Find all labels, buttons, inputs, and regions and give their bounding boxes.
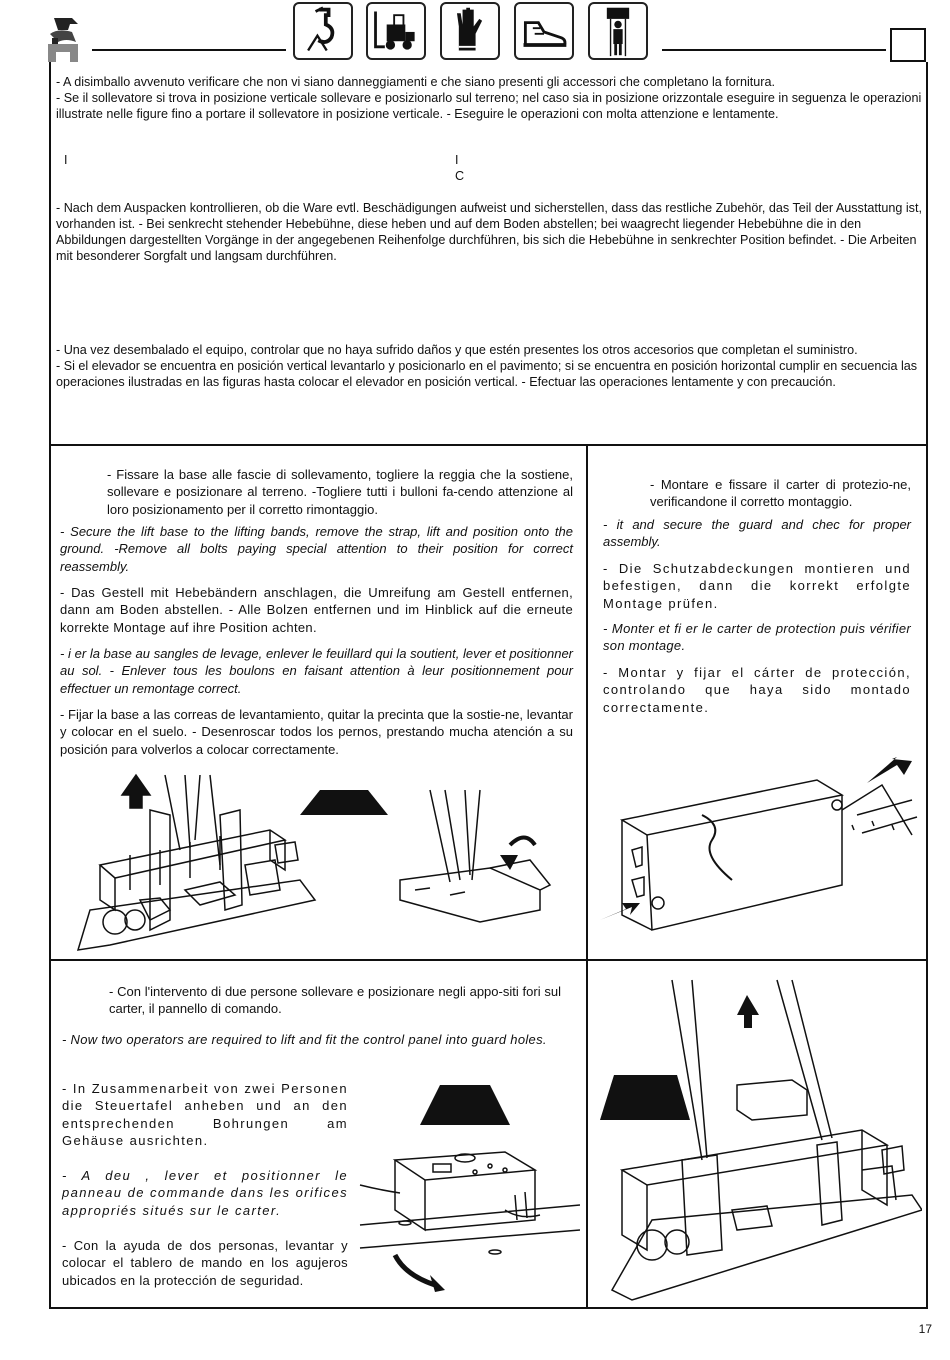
base-italian: - Fissare la base alle fascie di sollevamento, togliere la reggia che la sostiene, sollevare e posizionare al terreno. -Togliere tutti i bulloni fa-cendo attenzione al loro posizionamento per il corretto rimontaggio. <box>107 467 573 517</box>
frame-right <box>926 62 928 1308</box>
guard-french: - Monter et fi er le carter de protection puis vérifier son montage. <box>603 621 911 654</box>
control-panel-illustration <box>355 1080 580 1302</box>
forklift-icon <box>366 2 426 60</box>
safety-shoe-icon <box>514 2 574 60</box>
frame-bottom <box>49 1307 928 1309</box>
header-rule-left <box>92 49 286 51</box>
panel-german: - In Zusammenarbeit von zwei Personen die Steuertafel anheben und an den entsprechenden Bohrungen am Gehäuse ausrichten. <box>62 1081 348 1149</box>
page-number: 17 <box>918 1322 932 1336</box>
fragment-1: I <box>64 153 68 167</box>
top-german-text: - Nach dem Auspacken kontrollieren, ob die Ware evtl. Beschädigungen aufweist und sicherstellen, dass das restliche Zubehör, das Teil der Ausstattung ist, vorhanden ist. - Bei senkrecht stehender Hebebühne, diese heben und auf dem Boden abstellen; bei waagrecht liegender Hebebühne die in den Abbildungen dargestellten Vorgänge in der angegebenen Reihenfolge durchführen, bis sich die Hebebühne in senkrechter Position befindet. - Die Arbeiten mit besonderer Sorgfalt und langsam durchführen. <box>56 201 922 263</box>
header-rule-right <box>662 49 886 51</box>
base-french: - i er la base au sangles de levage, enlever le feuillard qui la soutient, lever et positionner au sol. - Enlever tous les boulons en faisant attention à leur positionnement pour effectuer un remontage correct. <box>60 646 573 696</box>
column-divider <box>586 445 588 1308</box>
panel-english: - Now two operators are required to lift and fit the control panel into guard holes. <box>62 1032 547 1047</box>
guard-mounting-illustration <box>592 755 922 955</box>
base-english: - Secure the lift base to the lifting bands, remove the strap, lift and position onto the ground. -Remove all bolts paying special attention to their position for correct reassembly. <box>60 524 573 574</box>
top-german <box>56 200 922 264</box>
brand-logo <box>44 16 84 64</box>
top-spanish-line-1: - Una vez desembalado el equipo, controlar que no haya sufrido daños y que estén presentes los otros accesorios que completan el suministro. <box>56 343 858 357</box>
panel-italian: - Con l'intervento di due persone sollevare e posizionare negli appo-siti fori sul carter, il pannello di comando. <box>109 984 561 1017</box>
fragment-2: I <box>455 153 459 167</box>
packaged-person-icon <box>588 2 648 60</box>
guard-english: - it and secure the guard and chec for proper assembly. <box>603 517 911 550</box>
top-italian-line-2: - Se il sollevatore si trova in posizione verticale sollevare e posizionarlo sul terreno; nel caso sia in posizione orizzontale eseguire in seguenza le operazioni illustrate nelle figure fino a portare il sollevatore in posizione verticale. - Eseguire le operazioni con molta attenzione e lentamente. <box>56 91 922 121</box>
panel-spanish: - Con la ayuda de dos personas, levantar y colocar el tablero de mando en los agujeros ubicados en la protección de seguridad. <box>62 1238 348 1288</box>
base-german: - Das Gestell mit Hebebändern anschlagen, die Umreifung am Gestell entfernen, dann am Boden abstellen. - Alle Bolzen entfernen und im Hinblick auf die erneute korrekte Montage auf ihre Position achten. <box>60 585 573 635</box>
top-italian-line-1: - A disimballo avvenuto verificare che non vi siano danneggiamenti e che siano presenti gli accessori che completano la fornitura. <box>56 75 775 89</box>
guard-italian: - Montare e fissare il carter di protezio-ne, verificandone il corretto montaggio. <box>650 477 911 510</box>
top-spanish <box>56 342 922 390</box>
panel-french: - A deu , lever et positionner le panneau de commande dans les orifices appropriés situés sur le carter. <box>62 1168 348 1218</box>
top-section <box>56 74 922 122</box>
frame-left <box>49 62 51 1308</box>
guard-german: - Die Schutzabdeckungen montieren und befestigen, dann die korrekt erfolgte Montage prüfen. <box>603 561 911 611</box>
fragment-3: C <box>455 169 465 183</box>
base-spanish: - Fijar la base a las correas de levantamiento, quitar la precinta que la sostie-ne, levantar y colocar en el suelo. - Desenroscar todos los pernos, prestando mucha atención a su posición para volverlos a colocar correctamente. <box>60 707 573 757</box>
base-lift-illustration <box>70 770 580 955</box>
divider-top-section <box>49 444 928 446</box>
guard-spanish: - Montar y fijar el cárter de protección, controlando que haya sido montado correctamente. <box>603 665 911 715</box>
safety-glove-icon <box>440 2 500 60</box>
top-spanish-line-2: - Si el elevador se encuentra en posición vertical levantarlo y posicionarlo en el pavimento; si se encuentra en posición horizontal cumplir en secuencia las operaciones ilustradas en las figuras hasta colocar el elevador en posición vertical. - Efectuar las operaciones lentamente y con precaución. <box>56 359 918 389</box>
lift-assembly-illustration <box>592 970 922 1305</box>
language-box <box>890 28 926 62</box>
crane-hook-icon <box>293 2 353 60</box>
divider-middle-section <box>49 959 928 961</box>
